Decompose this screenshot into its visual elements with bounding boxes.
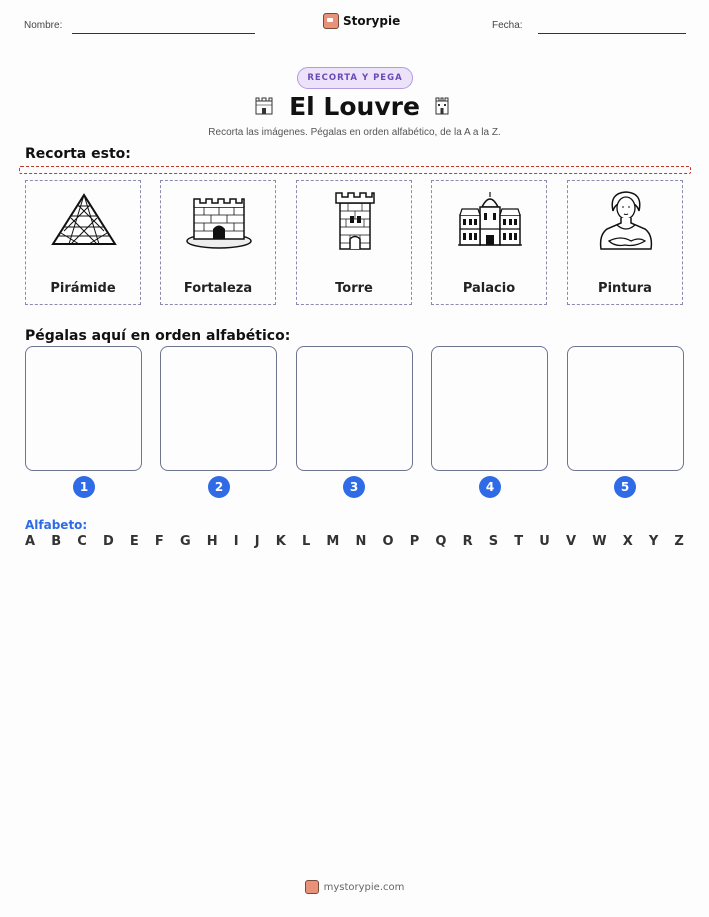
alphabet-letter: P bbox=[409, 534, 420, 549]
alphabet-letter: X bbox=[622, 534, 633, 549]
number-badge: 5 bbox=[614, 476, 636, 498]
date-line bbox=[538, 33, 686, 34]
alphabet-letter: D bbox=[102, 534, 114, 549]
card-label: Palacio bbox=[462, 281, 516, 296]
cut-line bbox=[19, 166, 691, 174]
brand-name: Storypie bbox=[343, 14, 401, 28]
alphabet-letter: A bbox=[25, 534, 36, 549]
paste-section-title: Pégalas aquí en orden alfabético: bbox=[25, 328, 291, 344]
castle-title-icon bbox=[432, 96, 452, 116]
card-label: Pintura bbox=[598, 281, 652, 296]
alphabet-letter: Y bbox=[648, 534, 659, 549]
alphabet-letter: U bbox=[539, 534, 550, 549]
alphabet-letter: O bbox=[382, 534, 394, 549]
alphabet-letter: J bbox=[254, 534, 260, 549]
alphabet-letter: R bbox=[462, 534, 473, 549]
brand bbox=[323, 13, 400, 29]
alphabet-letter: K bbox=[275, 534, 286, 549]
palace-icon bbox=[455, 189, 525, 251]
activity-badge: RECORTA Y PEGA bbox=[297, 67, 413, 89]
alphabet-letter: M bbox=[326, 534, 340, 549]
cut-card-torre[interactable] bbox=[296, 180, 412, 305]
cut-card-palacio[interactable] bbox=[431, 180, 547, 305]
alphabet-letter: B bbox=[51, 534, 62, 549]
cut-section-title: Recorta esto: bbox=[25, 146, 131, 162]
alphabet-letter: N bbox=[355, 534, 367, 549]
card-label: Torre bbox=[335, 281, 373, 296]
alphabet-letter: I bbox=[233, 534, 239, 549]
alphabet-letter: E bbox=[129, 534, 139, 549]
alphabet-letter: L bbox=[301, 534, 311, 549]
footer-url: mystorypie.com bbox=[323, 881, 405, 893]
painting-icon bbox=[591, 189, 661, 251]
fortress-icon bbox=[184, 189, 254, 251]
paste-box-2[interactable] bbox=[160, 346, 277, 471]
paste-box-4[interactable] bbox=[431, 346, 548, 471]
alphabet-letter: G bbox=[179, 534, 191, 549]
alphabet-letter: V bbox=[566, 534, 577, 549]
pyramid-icon bbox=[49, 189, 119, 251]
date-label: Fecha: bbox=[492, 20, 523, 31]
alphabet-letter: W bbox=[592, 534, 607, 549]
cut-card-fortaleza[interactable] bbox=[160, 180, 276, 305]
number-badge: 3 bbox=[343, 476, 365, 498]
alphabet-row bbox=[25, 534, 684, 549]
alphabet-letter: Q bbox=[435, 534, 447, 549]
card-label: Pirámide bbox=[50, 281, 116, 296]
number-badge: 1 bbox=[73, 476, 95, 498]
number-badge: 4 bbox=[479, 476, 501, 498]
cut-card-pintura[interactable] bbox=[567, 180, 683, 305]
paste-box-1[interactable] bbox=[25, 346, 142, 471]
name-line bbox=[72, 33, 255, 34]
alphabet-letter: C bbox=[77, 534, 87, 549]
instructions: Recorta las imágenes. Pégalas en orden alfabético, de la A a la Z. bbox=[208, 127, 501, 138]
card-label: Fortaleza bbox=[183, 281, 253, 296]
footer bbox=[0, 880, 709, 894]
page-title: El Louvre bbox=[289, 92, 420, 121]
name-label: Nombre: bbox=[24, 20, 63, 31]
alphabet-letter: T bbox=[514, 534, 524, 549]
alphabet-letter: Z bbox=[674, 534, 684, 549]
number-badge: 2 bbox=[208, 476, 230, 498]
paste-box-3[interactable] bbox=[296, 346, 413, 471]
alphabet-letter: F bbox=[154, 534, 164, 549]
alphabet-label: Alfabeto: bbox=[25, 518, 88, 532]
cut-card-piramide[interactable] bbox=[25, 180, 141, 305]
tower-icon bbox=[320, 189, 390, 251]
alphabet-letter: S bbox=[488, 534, 499, 549]
paste-box-5[interactable] bbox=[567, 346, 684, 471]
storypie-logo-icon bbox=[305, 880, 319, 894]
alphabet-letter: H bbox=[206, 534, 218, 549]
storypie-logo-icon bbox=[323, 13, 339, 29]
